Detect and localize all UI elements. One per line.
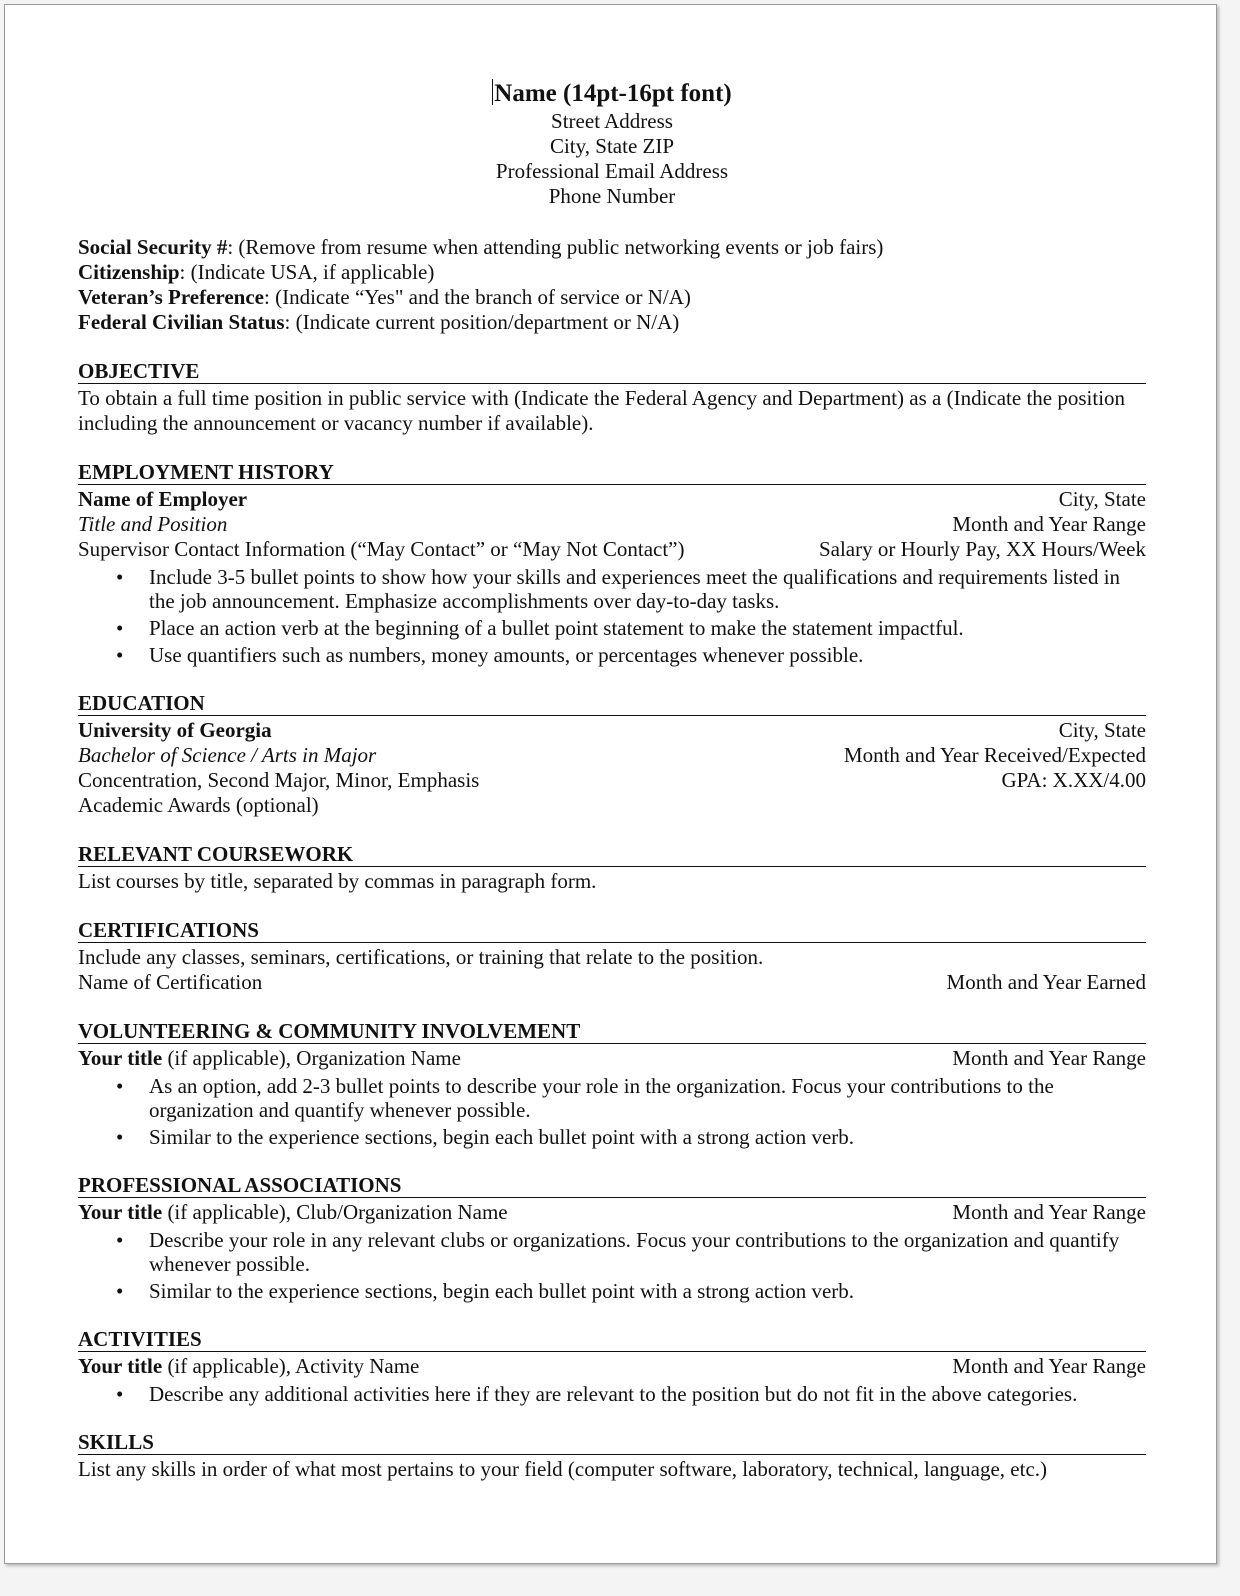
city-state-zip: City, State ZIP [549, 134, 675, 158]
info-line-ssn: Social Security #: (Remove from resume when attending public networking events or job fairs) [78, 235, 884, 259]
association-role: Your title (if applicable), Club/Organization Name [78, 1200, 508, 1224]
section-title: EDUCATION [78, 691, 1146, 716]
certification-row [78, 970, 1146, 995]
activity-bullets [78, 1382, 1146, 1406]
employer-location: City, State [1058, 487, 1146, 511]
supervisor-info: Supervisor Contact Information (“May Contact” or “May Not Contact”) [78, 537, 685, 561]
section-title: EMPLOYMENT HISTORY [78, 460, 1146, 485]
list-item: • Similar to the experience sections, begin each bullet point with a strong action verb. [116, 1125, 855, 1149]
section-title: OBJECTIVE [78, 359, 1146, 384]
association-bullets [78, 1228, 1146, 1303]
volunteer-dates: Month and Year Range [952, 1046, 1146, 1070]
section-certifications [78, 918, 1146, 995]
bullet-icon: • [116, 643, 124, 667]
degree-row [78, 743, 1146, 768]
section-title: CERTIFICATIONS [78, 918, 1146, 943]
personal-info [78, 235, 1146, 335]
skills-text: List any skills in order of what most pertains to your field (computer software, laboratory, technical, language, etc.) [78, 1457, 1048, 1481]
info-line-citizenship: Citizenship: (Indicate USA, if applicable) [78, 260, 435, 284]
supervisor-row [78, 537, 1146, 562]
bullet-icon: • [116, 565, 124, 589]
employer-row [78, 487, 1146, 512]
bullet-icon: • [116, 616, 124, 640]
info-line-veteran: Veteran’s Preference: (Indicate “Yes" and the branch of service or N/A) [78, 285, 691, 309]
bullet-icon: • [116, 1074, 124, 1098]
section-title: ACTIVITIES [78, 1327, 1146, 1352]
activity-role-row [78, 1354, 1146, 1379]
list-item: • Describe your role in any relevant clubs or organizations. Focus your contributions to the organization and quantify whenever possible. [116, 1228, 1120, 1276]
association-role-row [78, 1200, 1146, 1225]
association-dates: Month and Year Range [952, 1200, 1146, 1224]
academic-awards: Academic Awards (optional) [78, 793, 319, 817]
list-item: • Describe any additional activities here if they are relevant to the position but do not fit in the above categories. [116, 1382, 1078, 1406]
position-title: Title and Position [78, 512, 228, 536]
section-objective [78, 359, 1146, 436]
activity-role: Your title (if applicable), Activity Name [78, 1354, 420, 1378]
coursework-text: List courses by title, separated by commas in paragraph form. [78, 869, 597, 893]
volunteer-role: Your title (if applicable), Organization Name [78, 1046, 461, 1070]
list-item: • Similar to the experience sections, begin each bullet point with a strong action verb. [116, 1279, 855, 1303]
email-address: Professional Email Address [495, 159, 729, 183]
contact-header [78, 79, 1146, 209]
section-title: VOLUNTEERING & COMMUNITY INVOLVEMENT [78, 1019, 1146, 1044]
school-name: University of Georgia [78, 718, 272, 742]
document-page [4, 4, 1217, 1564]
section-coursework [78, 842, 1146, 894]
volunteer-role-row [78, 1046, 1146, 1071]
degree-date: Month and Year Received/Expected [843, 743, 1146, 767]
section-education [78, 691, 1146, 818]
gpa: GPA: X.XX/4.00 [1001, 768, 1146, 792]
bullet-icon: • [116, 1125, 124, 1149]
list-item: • As an option, add 2-3 bullet points to describe your role in the organization. Focus your contributions to the organization and quantify whenever possible. [116, 1074, 1054, 1122]
activity-dates: Month and Year Range [952, 1354, 1146, 1378]
school-location: City, State [1058, 718, 1146, 742]
street-address: Street Address [551, 109, 673, 133]
list-item: • Use quantifiers such as numbers, money amounts, or percentages whenever possible. [116, 643, 864, 667]
awards-row [78, 793, 1146, 818]
list-item: • Include 3-5 bullet points to show how your skills and experiences meet the qualifications and requirements listed in the job announcement. Emphasize accomplishments over day-to-day tasks. [116, 565, 1121, 613]
pay-info: Salary or Hourly Pay, XX Hours/Week [818, 537, 1146, 561]
concentration: Concentration, Second Major, Minor, Emphasis [78, 768, 480, 792]
section-title: RELEVANT COURSEWORK [78, 842, 1146, 867]
volunteer-bullets [78, 1074, 1146, 1149]
degree-name: Bachelor of Science / Arts in Major [78, 743, 377, 767]
school-row [78, 718, 1146, 743]
section-title: SKILLS [78, 1430, 1146, 1455]
certifications-text: Include any classes, seminars, certifications, or training that relate to the position. [78, 945, 764, 969]
info-line-federal-status: Federal Civilian Status: (Indicate current position/department or N/A) [78, 310, 680, 334]
phone-number: Phone Number [548, 184, 676, 208]
section-volunteering [78, 1019, 1146, 1149]
employer-name: Name of Employer [78, 487, 248, 511]
section-skills [78, 1430, 1146, 1482]
bullet-icon: • [116, 1228, 124, 1252]
bullet-icon: • [116, 1382, 124, 1406]
resume-body [78, 79, 1146, 1482]
certification-name: Name of Certification [78, 970, 263, 994]
section-title: PROFESSIONAL ASSOCIATIONS [78, 1173, 1146, 1198]
concentration-row [78, 768, 1146, 793]
employment-bullets [78, 565, 1146, 667]
position-row [78, 512, 1146, 537]
certification-date: Month and Year Earned [946, 970, 1146, 994]
bullet-icon: • [116, 1279, 124, 1303]
list-item: • Place an action verb at the beginning of a bullet point statement to make the statement impactful. [116, 616, 964, 640]
section-associations [78, 1173, 1146, 1303]
section-activities [78, 1327, 1146, 1406]
objective-text: To obtain a full time position in public service with (Indicate the Federal Agency and Department) as a (Indicate the position including the announcement or vacancy number if available). [78, 386, 1126, 435]
position-dates: Month and Year Range [952, 512, 1146, 536]
section-employment [78, 460, 1146, 667]
candidate-name[interactable]: Name (14pt-16pt font) [494, 80, 732, 107]
